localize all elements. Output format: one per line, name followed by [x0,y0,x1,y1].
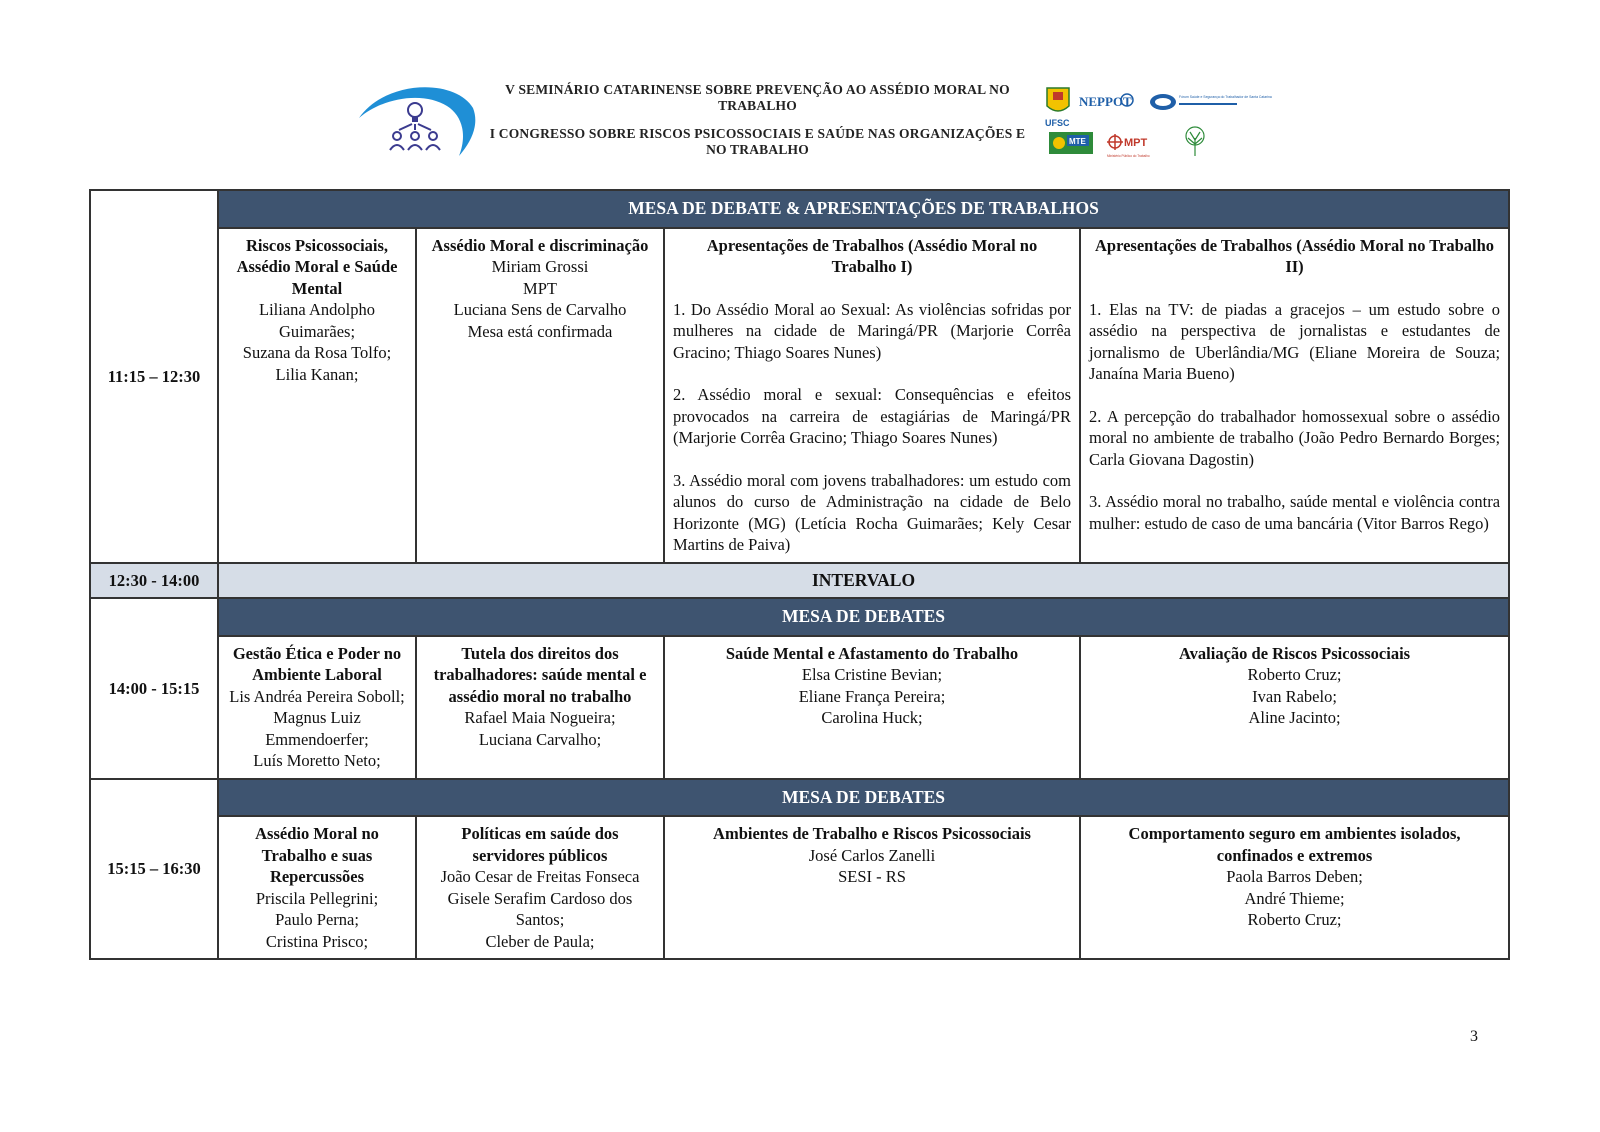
session-title: Gestão Ética e Poder no Ambiente Laboral [232,643,402,684]
neppot-logo-icon [1079,94,1133,109]
interval-time: 12:30 - 14:00 [90,563,218,599]
header-titles [485,82,1030,158]
speaker: Carolina Huck; [821,708,923,727]
speaker: Suzana da Rosa Tolfo; [242,343,392,362]
speaker: Cristina Prisco; [265,931,369,951]
speaker: Luciana Sens de Carvalho [453,300,627,319]
ufsc-label: UFSC [1045,118,1070,128]
block3-band: MESA DE DEBATES [218,779,1509,817]
block3-content-row [90,816,1509,959]
status-note: Mesa está confirmada [467,321,613,341]
speaker: Elsa Cristine Bevian; [801,665,943,684]
block2-content-row [90,636,1509,779]
mpt-sublabel: Ministério Público do Trabalho [1107,154,1150,158]
mte-label: MTE [1069,137,1086,146]
mte-logo-icon [1049,132,1093,154]
paper-item: 1. Do Assédio Moral ao Sexual: As violências sofridas por mulheres na cidade de Maringá/PR (Marjorie Corrêa Gracino; Thiago Soares Nunes) [673,299,1071,362]
schedule-table [89,189,1510,960]
speaker: Luciana Carvalho; [478,729,602,749]
speaker: André Thieme; [1244,888,1345,908]
session-title: Comportamento seguro em ambientes isolados, confinados e extremos [1128,824,1461,865]
speaker: Priscila Pellegrini; [255,888,379,908]
speaker: Gisele Serafim Cardoso dos Santos; [447,888,633,929]
ufsc-logo-icon [1045,88,1070,128]
congress-title: I CONGRESSO SOBRE RISCOS PSICOSSOCIAIS E SAÚDE NAS ORGANIZAÇÕES E NO TRABALHO [489,126,1026,157]
speaker: Roberto Cruz; [1247,665,1342,684]
speaker: Liliana Andolpho Guimarães; [259,300,375,341]
speaker: Aline Jacinto; [1248,708,1341,727]
block1-session3 [664,228,1080,563]
block1-session1 [218,228,416,563]
block3-time: 15:15 – 16:30 [90,779,218,960]
paper-item: 2. Assédio moral e sexual: Consequências e efeitos provocados na carreira de estagiárias de Maringá/PR (Marjorie Corrêa Gracino; Thiago Soares Nunes) [673,385,1071,447]
speaker: Paola Barros Deben; [1226,867,1363,886]
seminar-logo-icon [355,78,480,168]
block2-session4 [1080,636,1509,779]
speaker: José Carlos Zanelli [808,845,936,865]
speaker: Luís Moretto Neto; [253,751,381,770]
session-title: Avaliação de Riscos Psicossociais [1178,643,1411,663]
block3-band-row [90,779,1509,817]
organization: SESI - RS [838,867,906,886]
interval-row [90,563,1509,599]
seminar-title: V SEMINÁRIO CATARINENSE SOBRE PREVENÇÃO AO ASSÉDIO MORAL NO TRABALHO [505,82,1010,113]
forum-logo-icon [1150,94,1272,110]
block1-content-row [90,228,1509,563]
page-number: 3 [1470,1028,1478,1045]
session-title: Tutela dos direitos dos trabalhadores: saúde mental e assédio moral no trabalho [433,643,647,706]
block3-session1 [218,816,416,959]
speaker: MPT [523,278,557,298]
mpt-logo-icon [1107,134,1150,158]
speaker: Eliane França Pereira; [798,686,946,706]
session-title: Políticas em saúde dos servidores públicos [461,824,619,865]
paper-item: 2. A percepção do trabalhador homossexual sobre o assédio moral no ambiente de trabalho (João Pedro Bernardo Borges; Carla Giovana Dagostin) [1089,406,1501,469]
session-title: Riscos Psicossociais, Assédio Moral e Saúde Mental [236,235,398,298]
partner-logos [1045,82,1272,168]
speaker: Ivan Rabelo; [1252,686,1337,706]
speaker: João Cesar de Freitas Fonseca [440,867,640,886]
session-title: Apresentações de Trabalhos (Assédio Moral no Trabalho I) [706,235,1038,276]
speaker: Rafael Maia Nogueira; [464,708,616,727]
block3-session4 [1080,816,1509,959]
speaker: Miriam Grossi [491,257,589,276]
neppot-label: NEPPOT [1079,94,1132,109]
paper-item: 3. Assédio moral no trabalho, saúde mental e violência contra mulher: estudo de caso de uma bancária (Vitor Barros Rego) [1089,492,1501,533]
session-title: Assédio Moral no Trabalho e suas Repercussões [255,824,379,886]
paper-item: 1. Elas na TV: de piadas a gracejos – um estudo sobre o assédio na perspectiva de jornalistas e estudantes de jornalismo de Uberlândia/MG (Eliane Moreira de Souza; Janaína Maria Bueno) [1089,299,1501,383]
block2-session1 [218,636,416,779]
block1-session2 [416,228,664,563]
forum-label: Fórum Saúde e Segurança do Trabalhador de Santa Catarina [1179,95,1272,99]
speaker: Roberto Cruz; [1247,910,1342,929]
block1-band-row [90,190,1509,228]
speaker: Magnus Luiz Emmendoerfer; [265,708,369,749]
speaker: Paulo Perna; [275,910,359,929]
block3-session2 [416,816,664,959]
session-title: Apresentações de Trabalhos (Assédio Moral no Trabalho II) [1094,235,1495,276]
block1-band: MESA DE DEBATE & APRESENTAÇÕES DE TRABALHOS [218,190,1509,228]
session-title: Ambientes de Trabalho e Riscos Psicossociais [713,824,1031,843]
block2-band-row [90,598,1509,636]
interval-label: INTERVALO [218,563,1509,599]
speaker: Lilia Kanan; [275,364,359,384]
session-title: Saúde Mental e Afastamento do Trabalho [725,643,1019,663]
tree-logo-icon [1186,127,1204,156]
block2-band: MESA DE DEBATES [218,598,1509,636]
block2-session2 [416,636,664,779]
paper-item: 3. Assédio moral com jovens trabalhadores: um estudo com alunos do curso de Administração na cidade de Belo Horizonte (MG) (Letícia Rocha Guimarães; Kely Cesar Martins de Paiva) [673,470,1071,554]
speaker: Cleber de Paula; [485,931,595,951]
block2-session3 [664,636,1080,779]
block1-session4 [1080,228,1509,563]
speaker: Lis Andréa Pereira Soboll; [229,686,405,706]
mpt-label: MPT [1124,137,1148,149]
block3-session3 [664,816,1080,959]
block1-time: 11:15 – 12:30 [90,190,218,563]
block2-time: 14:00 - 15:15 [90,598,218,779]
document-header [355,78,1272,168]
session-title: Assédio Moral e discriminação [431,235,649,255]
